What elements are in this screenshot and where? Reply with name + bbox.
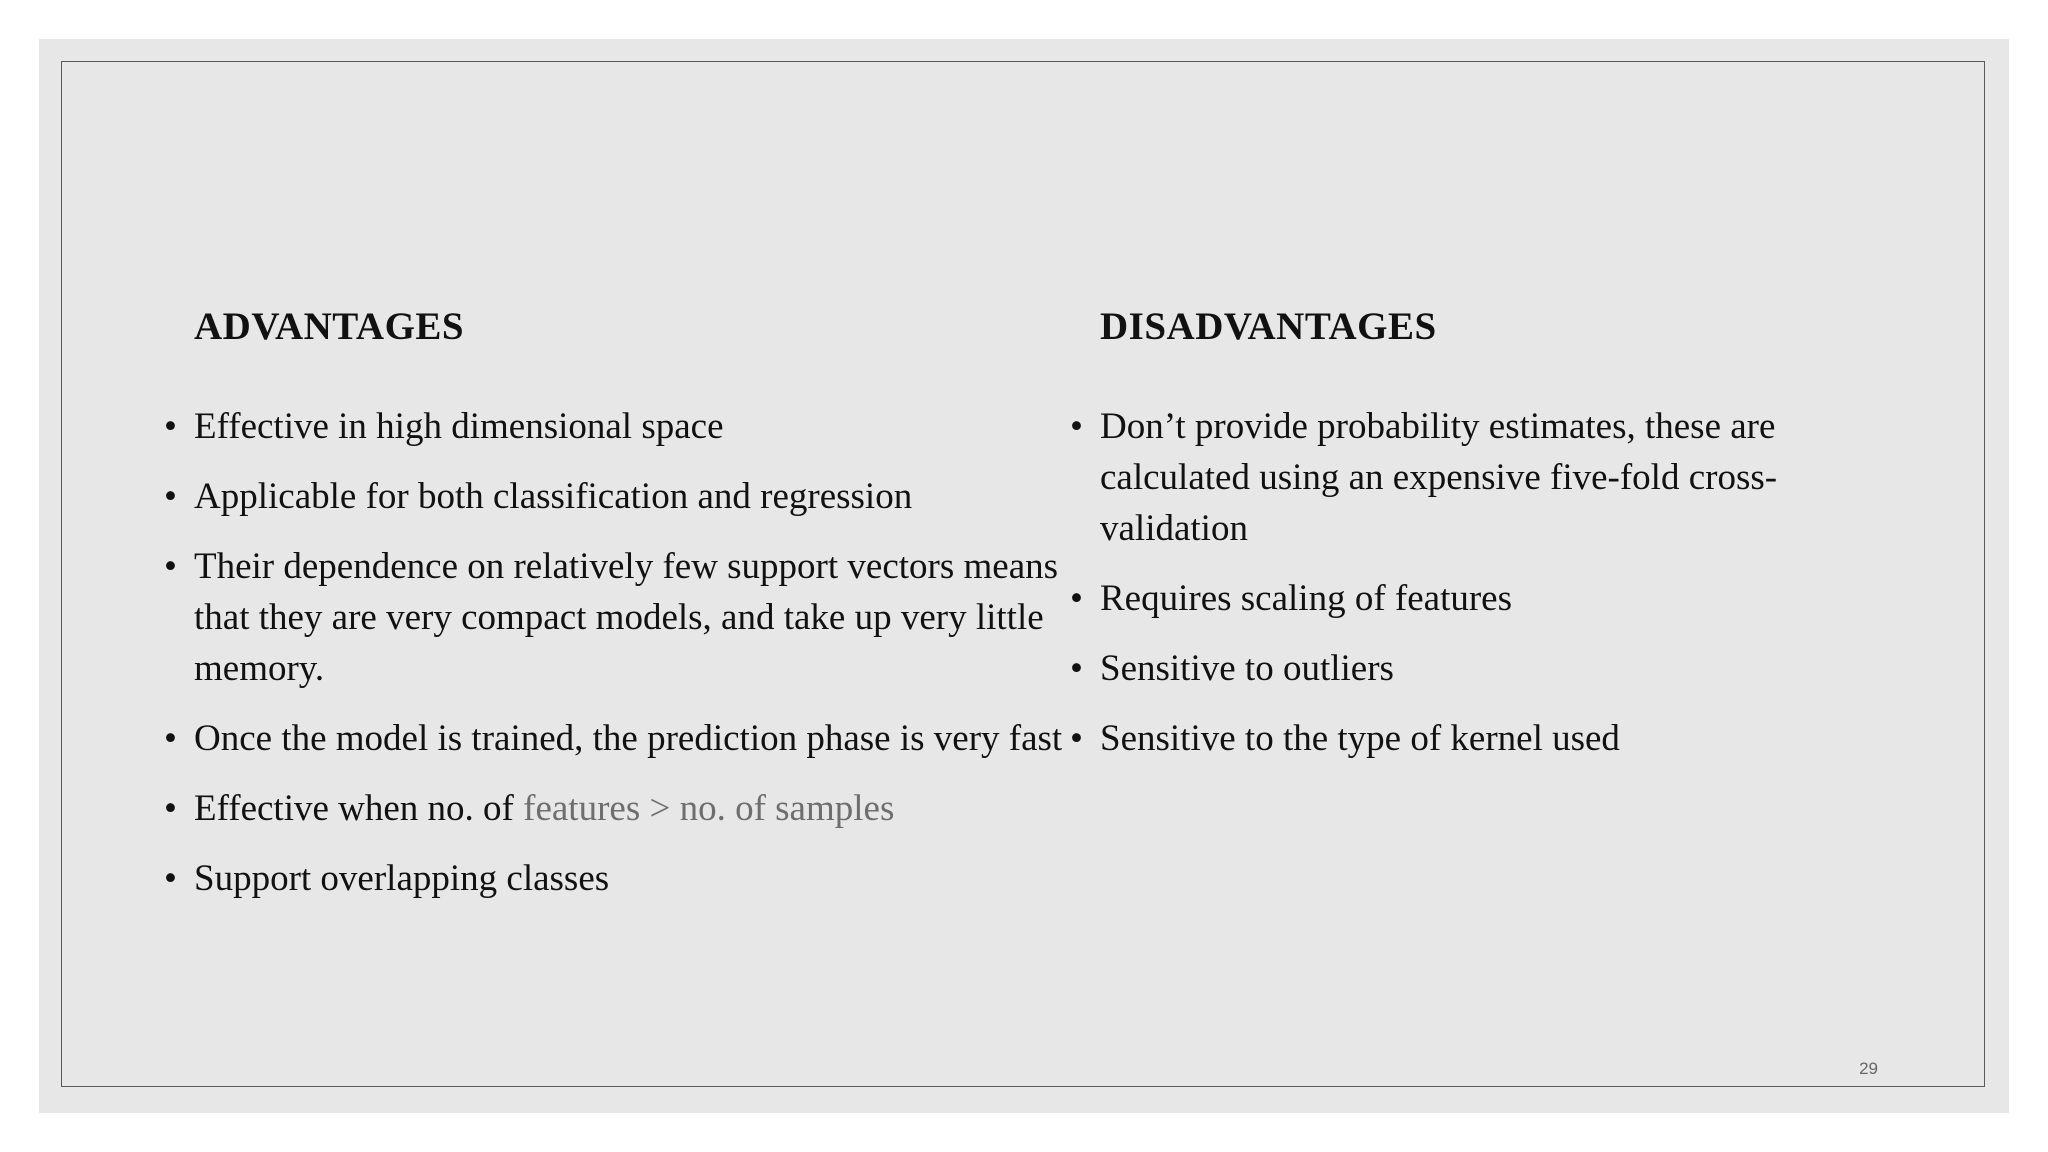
advantage-text-muted: features > no. of samples [523, 788, 895, 829]
bullet-icon: • [1070, 578, 1083, 619]
disadvantage-text: Requires scaling of features [1100, 578, 1512, 619]
list-item [164, 471, 1094, 522]
bullet-icon: • [1070, 648, 1083, 689]
bullet-icon: • [1070, 406, 1083, 447]
bullet-icon: • [1070, 718, 1083, 759]
advantage-text-dark: Effective when no. of [194, 788, 524, 829]
disadvantage-text: Sensitive to the type of kernel used [1100, 718, 1620, 759]
list-item [1070, 573, 1870, 624]
advantages-list [164, 401, 1094, 923]
list-item [1070, 401, 1870, 554]
slide [39, 39, 2009, 1113]
bullet-icon: • [164, 858, 177, 899]
bullet-icon: • [164, 546, 177, 587]
list-item [1070, 713, 1870, 764]
bullet-icon: • [164, 476, 177, 517]
disadvantage-text: Don’t provide probability estimates, these are calculated using an expensive five-fold cross-validation [1100, 406, 1778, 549]
disadvantages-heading: DISADVANTAGES [1100, 305, 1437, 348]
list-item [164, 853, 1094, 904]
list-item [1070, 643, 1870, 694]
bullet-icon: • [164, 718, 177, 759]
bullet-icon: • [164, 406, 177, 447]
advantage-text: Effective in high dimensional space [194, 406, 724, 447]
disadvantages-list [1070, 401, 1870, 783]
list-item [164, 713, 1094, 764]
advantage-text: Once the model is trained, the prediction phase is very fast [194, 718, 1063, 759]
list-item [164, 401, 1094, 452]
advantages-heading: ADVANTAGES [194, 305, 465, 348]
list-item [164, 541, 1094, 694]
page-number: 29 [1859, 1059, 1878, 1078]
advantage-text: Their dependence on relatively few support vectors means that they are very compact models, and take up very little memory. [194, 546, 1059, 689]
list-item [164, 783, 1094, 834]
advantage-text: Support overlapping classes [194, 858, 610, 899]
advantage-text: Applicable for both classification and regression [194, 476, 913, 517]
disadvantage-text: Sensitive to outliers [1100, 648, 1394, 689]
bullet-icon: • [164, 788, 177, 829]
